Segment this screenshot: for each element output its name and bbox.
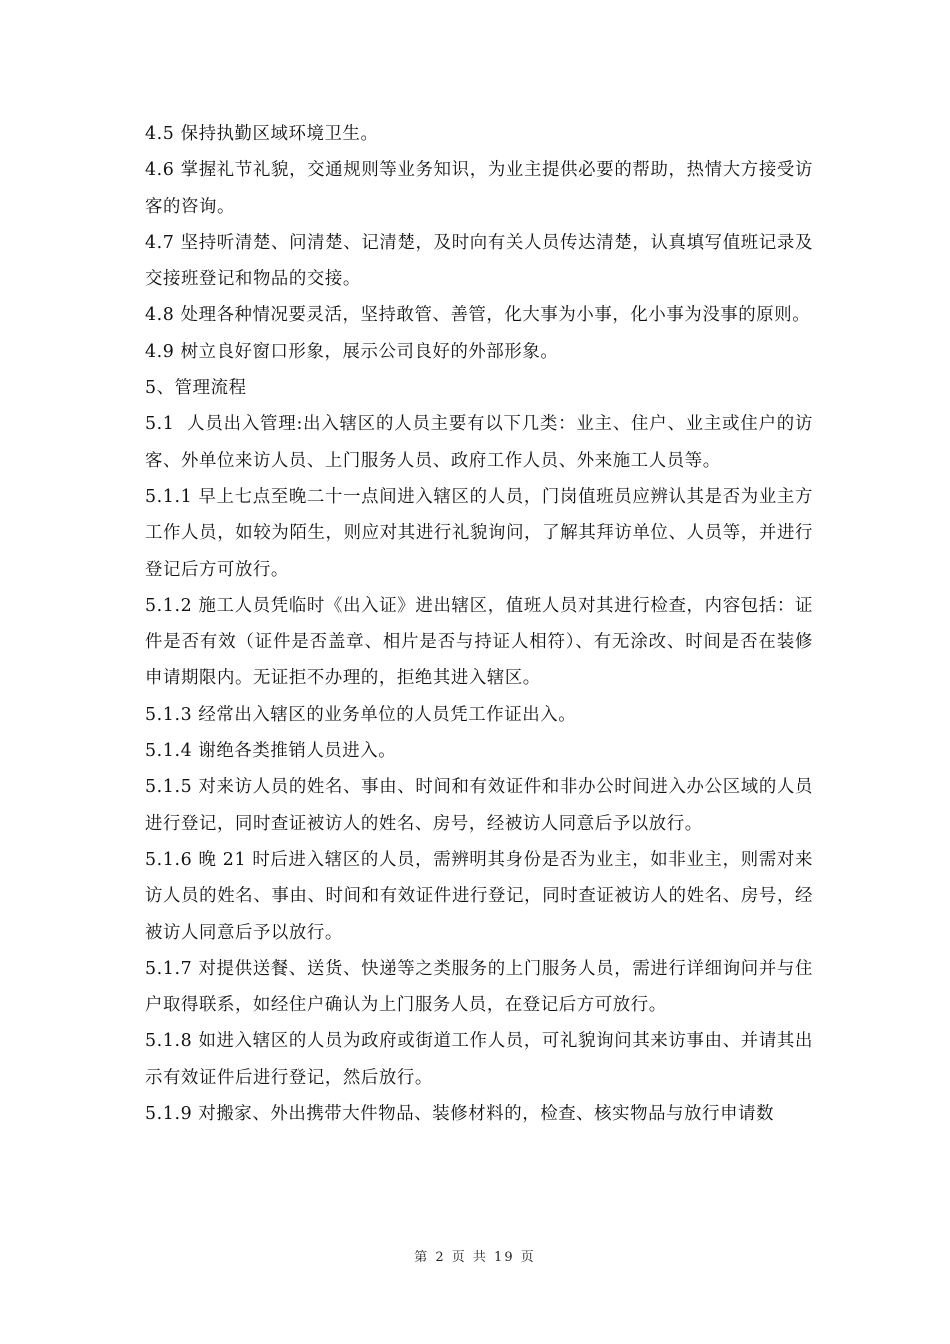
page-number-footer: 第 2 页 共 19 页	[414, 1250, 536, 1265]
section-heading-5: 5、管理流程	[145, 378, 247, 399]
paragraph-5-1-2: 5.1.2 施工人员凭临时《出入证》进出辖区，值班人员对其进行检查，内容包括：证件是否有效（证件是否盖章、相片是否与持证人相符）、有无涂改、时间是否在装修申请期限内。无证拒不办理的，拒绝其进入辖区。	[145, 595, 813, 689]
paragraph-4-7: 4.7 坚持听清楚、问清楚、记清楚，及时向有关人员传达清楚，认真填写值班记录及交接班登记和物品的交接。	[145, 232, 813, 290]
paragraph-4-6: 4.6 掌握礼节礼貌，交通规则等业务知识，为业主提供必要的帮助，热情大方接受访客的咨询。	[145, 160, 813, 217]
page-body	[145, 116, 813, 1132]
paragraph-5-1-7: 5.1.7 对提供送餐、送货、快递等之类服务的上门服务人员，需进行详细询问并与住户取得联系，如经住户确认为上门服务人员，在登记后方可放行。	[145, 958, 813, 1016]
paragraph-4-5: 4.5 保持执勤区域环境卫生。	[145, 124, 379, 144]
paragraph-5-1-4: 5.1.4 谢绝各类推销人员进入。	[145, 741, 397, 762]
paragraph-5-1-1: 5.1.1 早上七点至晚二十一点间进入辖区的人员，门岗值班员应辨认其是否为业主方工作人员，如较为陌生，则应对其进行礼貌询问，了解其拜访单位、人员等，并进行登记后方可放行。	[145, 486, 813, 580]
paragraph-5-1-9: 5.1.9 对搬家、外出携带大件物品、装修材料的，检查、核实物品与放行申请数	[145, 1104, 775, 1125]
paragraph-5-1-6: 5.1.6 晚 21 时后进入辖区的人员，需辨明其身份是否为业主，如非业主，则需对来访人员的姓名、事由、时间和有效证件进行登记，同时查证被访人的姓名、房号，经被访人同意后予以放行。	[145, 849, 813, 943]
paragraph-5-1-5: 5.1.5 对来访人员的姓名、事由、时间和有效证件和非办公时间进入办公区域的人员进行登记，同时查证被访人的姓名、房号，经被访人同意后予以放行。	[145, 777, 813, 834]
paragraph-5-1-8: 5.1.8 如进入辖区的人员为政府或街道工作人员，可礼貌询问其来访事由、并请其出示有效证件后进行登记，然后放行。	[145, 1031, 813, 1088]
paragraph-5-1-3: 5.1.3 经常出入辖区的业务单位的人员凭工作证出入。	[145, 704, 577, 725]
paragraph-4-8: 4.8 处理各种情况要灵活，坚持敢管、善管，化大事为小事，化小事为没事的原则。	[145, 305, 811, 326]
paragraph-5-1: 5.1 人员出入管理:出入辖区的人员主要有以下几类：业主、住户、业主或住户的访客、外单位来访人员、上门服务人员、政府工作人员、外来施工人员等。	[145, 414, 813, 471]
paragraph-4-9: 4.9 树立良好窗口形象，展示公司良好的外部形象。	[145, 341, 559, 362]
